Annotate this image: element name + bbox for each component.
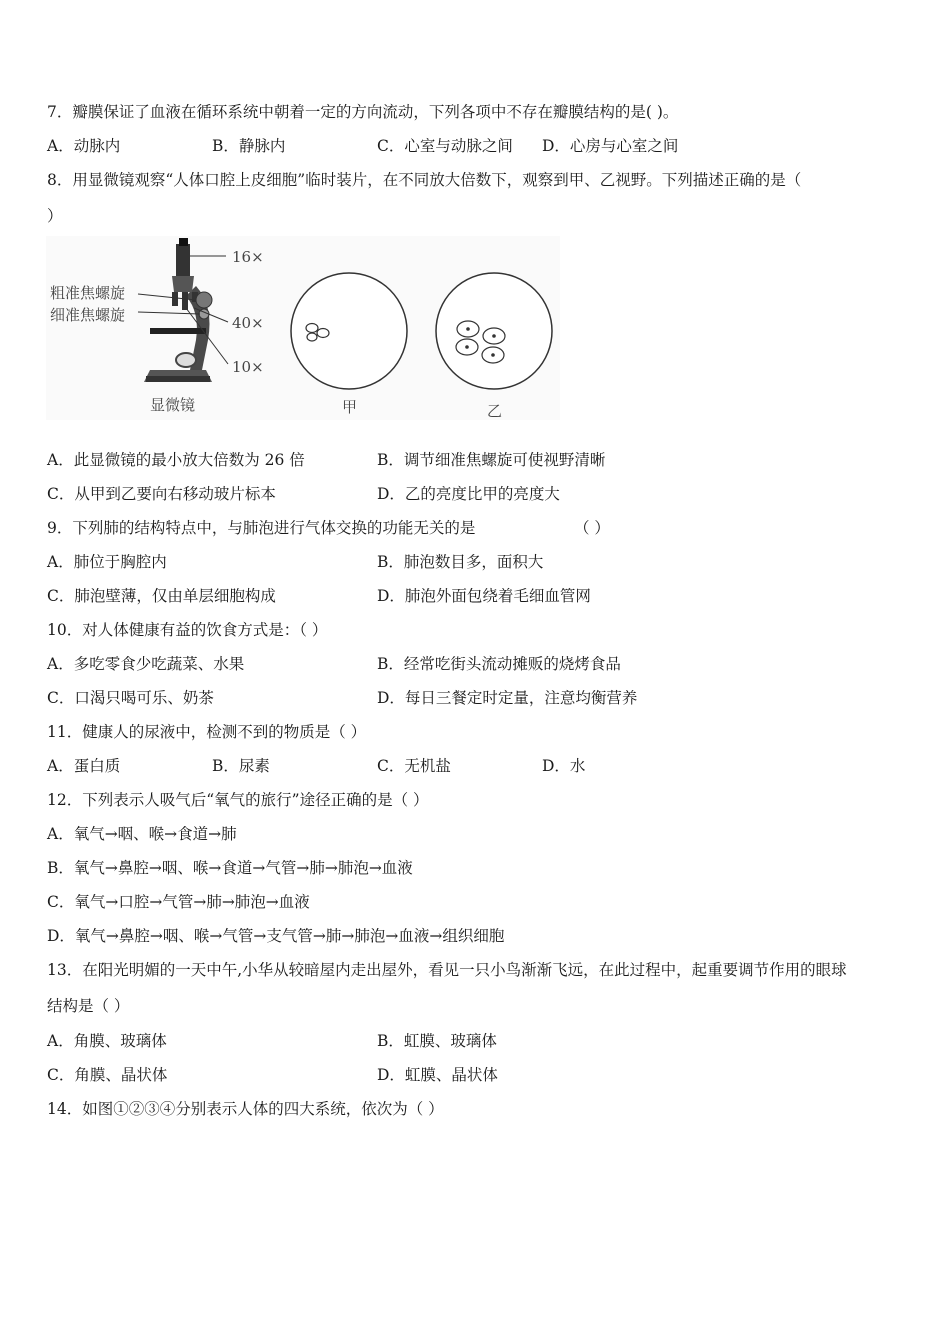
q13-option-d: D．虹膜、晶状体 — [377, 1066, 498, 1084]
q10-option-d: D．每日三餐定时定量，注意均衡营养 — [377, 689, 638, 707]
field-b-view — [436, 273, 552, 389]
q10-option-a: A．多吃零食少吃蔬菜、水果 — [47, 655, 245, 673]
q13-stem-line1: 13．在阳光明媚的一天中午,小华从较暗屋内走出屋外，看见一只小鸟渐渐飞远，在此过程中，起重要调节作用的眼球 — [47, 961, 847, 979]
q11-stem: 11．健康人的尿液中，检测不到的物质是（ ） — [47, 723, 367, 741]
eyepiece-label: 16× — [232, 248, 264, 266]
q8-figure — [46, 236, 560, 420]
fine-focus-label: 细准焦螺旋 — [50, 306, 126, 324]
q8-option-c: C．从甲到乙要向右移动玻片标本 — [47, 485, 276, 503]
q7-option-c: C．心室与动脉之间 — [377, 137, 513, 155]
q9-option-b: B．肺泡数目多，面积大 — [377, 553, 544, 571]
field-b-caption: 乙 — [487, 402, 503, 420]
q13-option-b: B．虹膜、玻璃体 — [377, 1032, 497, 1050]
q13-option-a: A．角膜、玻璃体 — [47, 1032, 167, 1050]
q9-option-a: A．肺位于胸腔内 — [47, 553, 167, 571]
q11-option-a: A．蛋白质 — [47, 757, 121, 775]
q8-stem-line1: 8．用显微镜观察“人体口腔上皮细胞”临时装片，在不同放大倍数下，观察到甲、乙视野。下列描述正确的是（ — [47, 171, 802, 189]
q10-stem: 10．对人体健康有益的饮食方式是：（ ） — [47, 621, 328, 639]
q7-option-b: B．静脉内 — [212, 137, 286, 155]
q14-stem: 14．如图①②③④分别表示人体的四大系统，依次为（ ） — [47, 1100, 444, 1118]
coarse-focus-label: 粗准焦螺旋 — [50, 284, 126, 302]
q12-stem: 12．下列表示人吸气后“氧气的旅行”途径正确的是（ ） — [47, 791, 429, 809]
q7-option-d: D．心房与心室之间 — [542, 137, 679, 155]
low-objective-label: 10× — [232, 358, 264, 376]
q8-stem-line2: ） — [47, 207, 63, 225]
q13-option-c: C．角膜、晶状体 — [47, 1066, 168, 1084]
q9-stem: 9．下列肺的结构特点中，与肺泡进行气体交换的功能无关的是 — [47, 519, 476, 537]
q11-option-c: C．无机盐 — [377, 757, 451, 775]
q9-bracket: （ ） — [574, 519, 610, 537]
field-a-caption: 甲 — [342, 398, 358, 416]
q12-option-a: A．氧气→咽、喉→食道→肺 — [47, 825, 237, 843]
q11-option-d: D．水 — [542, 757, 586, 775]
q8-option-a: A．此显微镜的最小放大倍数为 26 倍 — [47, 451, 305, 469]
q9-option-d: D．肺泡外面包绕着毛细血管网 — [377, 587, 591, 605]
microscope-icon — [138, 238, 228, 382]
q10-option-b: B．经常吃街头流动摊贩的烧烤食品 — [377, 655, 621, 673]
microscope-diagram — [46, 236, 560, 420]
q7-option-a: A．动脉内 — [47, 137, 121, 155]
field-a-view — [291, 273, 407, 389]
q13-stem-line2: 结构是（ ） — [47, 997, 130, 1015]
q8-option-b: B．调节细准焦螺旋可使视野清晰 — [377, 451, 606, 469]
q7-stem: 7．瓣膜保证了血液在循环系统中朝着一定的方向流动，下列各项中不存在瓣膜结构的是( )。 — [47, 103, 679, 121]
q12-option-c: C．氧气→口腔→气管→肺→肺泡→血液 — [47, 893, 310, 911]
q8-option-d: D．乙的亮度比甲的亮度大 — [377, 485, 560, 503]
q11-option-b: B．尿素 — [212, 757, 270, 775]
q9-option-c: C．肺泡壁薄，仅由单层细胞构成 — [47, 587, 276, 605]
microscope-caption: 显微镜 — [150, 396, 196, 414]
q10-option-c: C．口渴只喝可乐、奶茶 — [47, 689, 214, 707]
q12-option-d: D．氧气→鼻腔→咽、喉→气管→支气管→肺→肺泡→血液→组织细胞 — [47, 927, 505, 945]
high-objective-label: 40× — [232, 314, 264, 332]
q12-option-b: B．氧气→鼻腔→咽、喉→食道→气管→肺→肺泡→血液 — [47, 859, 413, 877]
